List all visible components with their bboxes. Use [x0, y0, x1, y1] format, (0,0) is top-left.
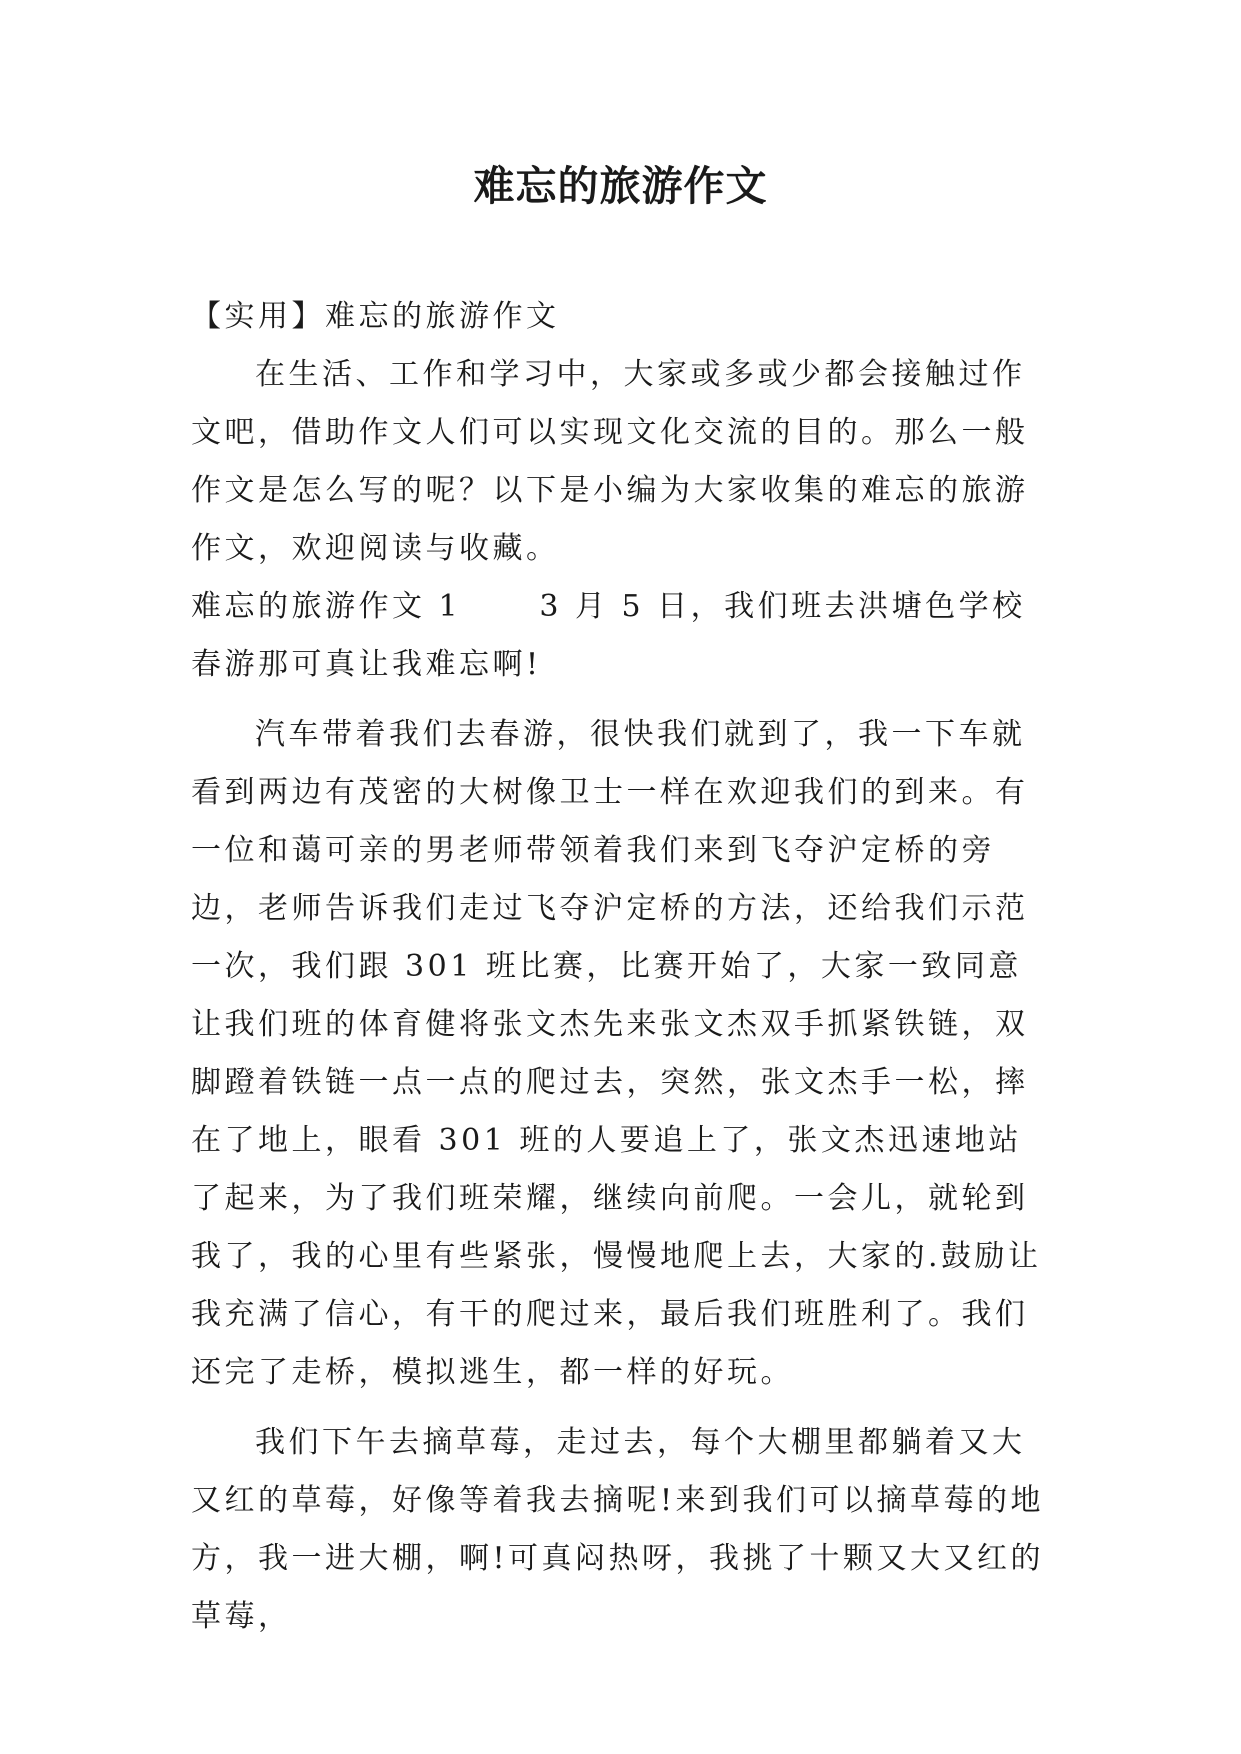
section-1-first-sentence: 3 月 5 日，我们班去洪塘色学校春游那可真让我难忘啊!	[191, 589, 1026, 682]
section-1-paragraph	[191, 578, 1053, 694]
intro-paragraph: 在生活、工作和学习中，大家或多或少都会接触过作文吧，借助作文人们可以实现文化交流的目的。那么一般作文是怎么写的呢？以下是小编为大家收集的难忘的旅游作文，欢迎阅读与收藏。	[191, 357, 1029, 566]
document-body	[191, 288, 1053, 1646]
document-title: 难忘的旅游作文	[473, 162, 768, 210]
body-paragraph-3: 我们下午去摘草莓，走过去，每个大棚里都躺着又大又红的草莓，好像等着我去摘呢!来到我们可以摘草莓的地方，我一进大棚，啊!可真闷热呀，我挑了十颗又大又红的草莓，	[191, 1425, 1045, 1634]
heading-gap	[461, 589, 539, 624]
body-paragraph-2: 汽车带着我们去春游，很快我们就到了，我一下车就看到两边有茂密的大树像卫士一样在欢迎我们的到来。有一位和蔼可亲的男老师带领着我们来到飞夺沪定桥的旁边，老师告诉我们走过飞夺沪定桥的方法，还给我们示范一次，我们跟 301 班比赛，比赛开始了，大家一致同意让我们班的体育健将张文杰先来张文杰双手抓紧铁链，双脚蹬着铁链一点一点的爬过去，突然，张文杰手一松，摔在了地上，眼看 301 班的人要追上了，张文杰迅速地站了起来，为了我们班荣耀，继续向前爬。一会儿，就轮到我了，我的心里有些紧张，慢慢地爬上去，大家的.鼓励让我充满了信心，有干的爬过来，最后我们班胜利了。我们还完了走桥，模拟逃生，都一样的好玩。	[191, 717, 1042, 1390]
section-1-heading: 难忘的旅游作文 1	[191, 589, 462, 624]
subtitle-line: 【实用】难忘的旅游作文	[191, 299, 560, 334]
